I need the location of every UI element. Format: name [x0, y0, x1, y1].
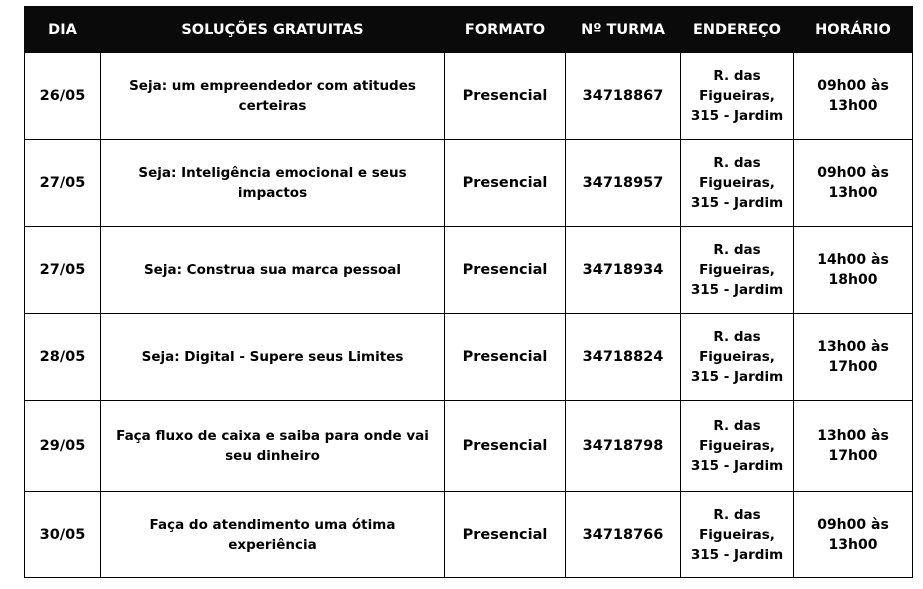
cell-formato: Presencial [445, 227, 566, 314]
table-row [25, 492, 913, 578]
cell-endereco: R. das Figueiras, 315 - Jardim [681, 53, 794, 140]
header-endereco: ENDEREÇO [681, 7, 794, 53]
cell-turma: 34718934 [566, 227, 681, 314]
cell-turma: 34718867 [566, 53, 681, 140]
cell-dia: 28/05 [25, 314, 101, 401]
cell-horario: 09h00 às 13h00 [794, 140, 913, 227]
cell-formato: Presencial [445, 492, 566, 578]
cell-formato: Presencial [445, 401, 566, 492]
table-row [25, 53, 913, 140]
header-turma: Nº TURMA [566, 7, 681, 53]
cell-solucao: Faça do atendimento uma ótima experiência [101, 492, 445, 578]
cell-endereco: R. das Figueiras, 315 - Jardim [681, 140, 794, 227]
cell-horario: 09h00 às 13h00 [794, 492, 913, 578]
cell-dia: 27/05 [25, 140, 101, 227]
cell-horario: 14h00 às 18h00 [794, 227, 913, 314]
cell-horario: 13h00 às 17h00 [794, 401, 913, 492]
cell-endereco: R. das Figueiras, 315 - Jardim [681, 401, 794, 492]
cell-solucao: Seja: um empreendedor com atitudes certeiras [101, 53, 445, 140]
cell-formato: Presencial [445, 53, 566, 140]
header-horario: HORÁRIO [794, 7, 913, 53]
cell-solucao: Seja: Inteligência emocional e seus impactos [101, 140, 445, 227]
cell-endereco: R. das Figueiras, 315 - Jardim [681, 314, 794, 401]
table-row [25, 401, 913, 492]
schedule-table-container [24, 6, 912, 578]
cell-solucao: Seja: Construa sua marca pessoal [101, 227, 445, 314]
cell-turma: 34718798 [566, 401, 681, 492]
cell-turma: 34718957 [566, 140, 681, 227]
cell-dia: 30/05 [25, 492, 101, 578]
cell-solucao: Faça fluxo de caixa e saiba para onde vai seu dinheiro [101, 401, 445, 492]
schedule-table [24, 6, 913, 578]
cell-dia: 26/05 [25, 53, 101, 140]
header-formato: FORMATO [445, 7, 566, 53]
table-row [25, 227, 913, 314]
cell-formato: Presencial [445, 314, 566, 401]
cell-endereco: R. das Figueiras, 315 - Jardim [681, 492, 794, 578]
cell-horario: 13h00 às 17h00 [794, 314, 913, 401]
table-row [25, 140, 913, 227]
header-solucoes: SOLUÇÕES GRATUITAS [101, 7, 445, 53]
cell-turma: 34718766 [566, 492, 681, 578]
cell-dia: 27/05 [25, 227, 101, 314]
cell-turma: 34718824 [566, 314, 681, 401]
table-row [25, 314, 913, 401]
cell-horario: 09h00 às 13h00 [794, 53, 913, 140]
table-header-row [25, 7, 913, 53]
cell-formato: Presencial [445, 140, 566, 227]
cell-endereco: R. das Figueiras, 315 - Jardim [681, 227, 794, 314]
header-dia: DIA [25, 7, 101, 53]
cell-dia: 29/05 [25, 401, 101, 492]
cell-solucao: Seja: Digital - Supere seus Limites [101, 314, 445, 401]
